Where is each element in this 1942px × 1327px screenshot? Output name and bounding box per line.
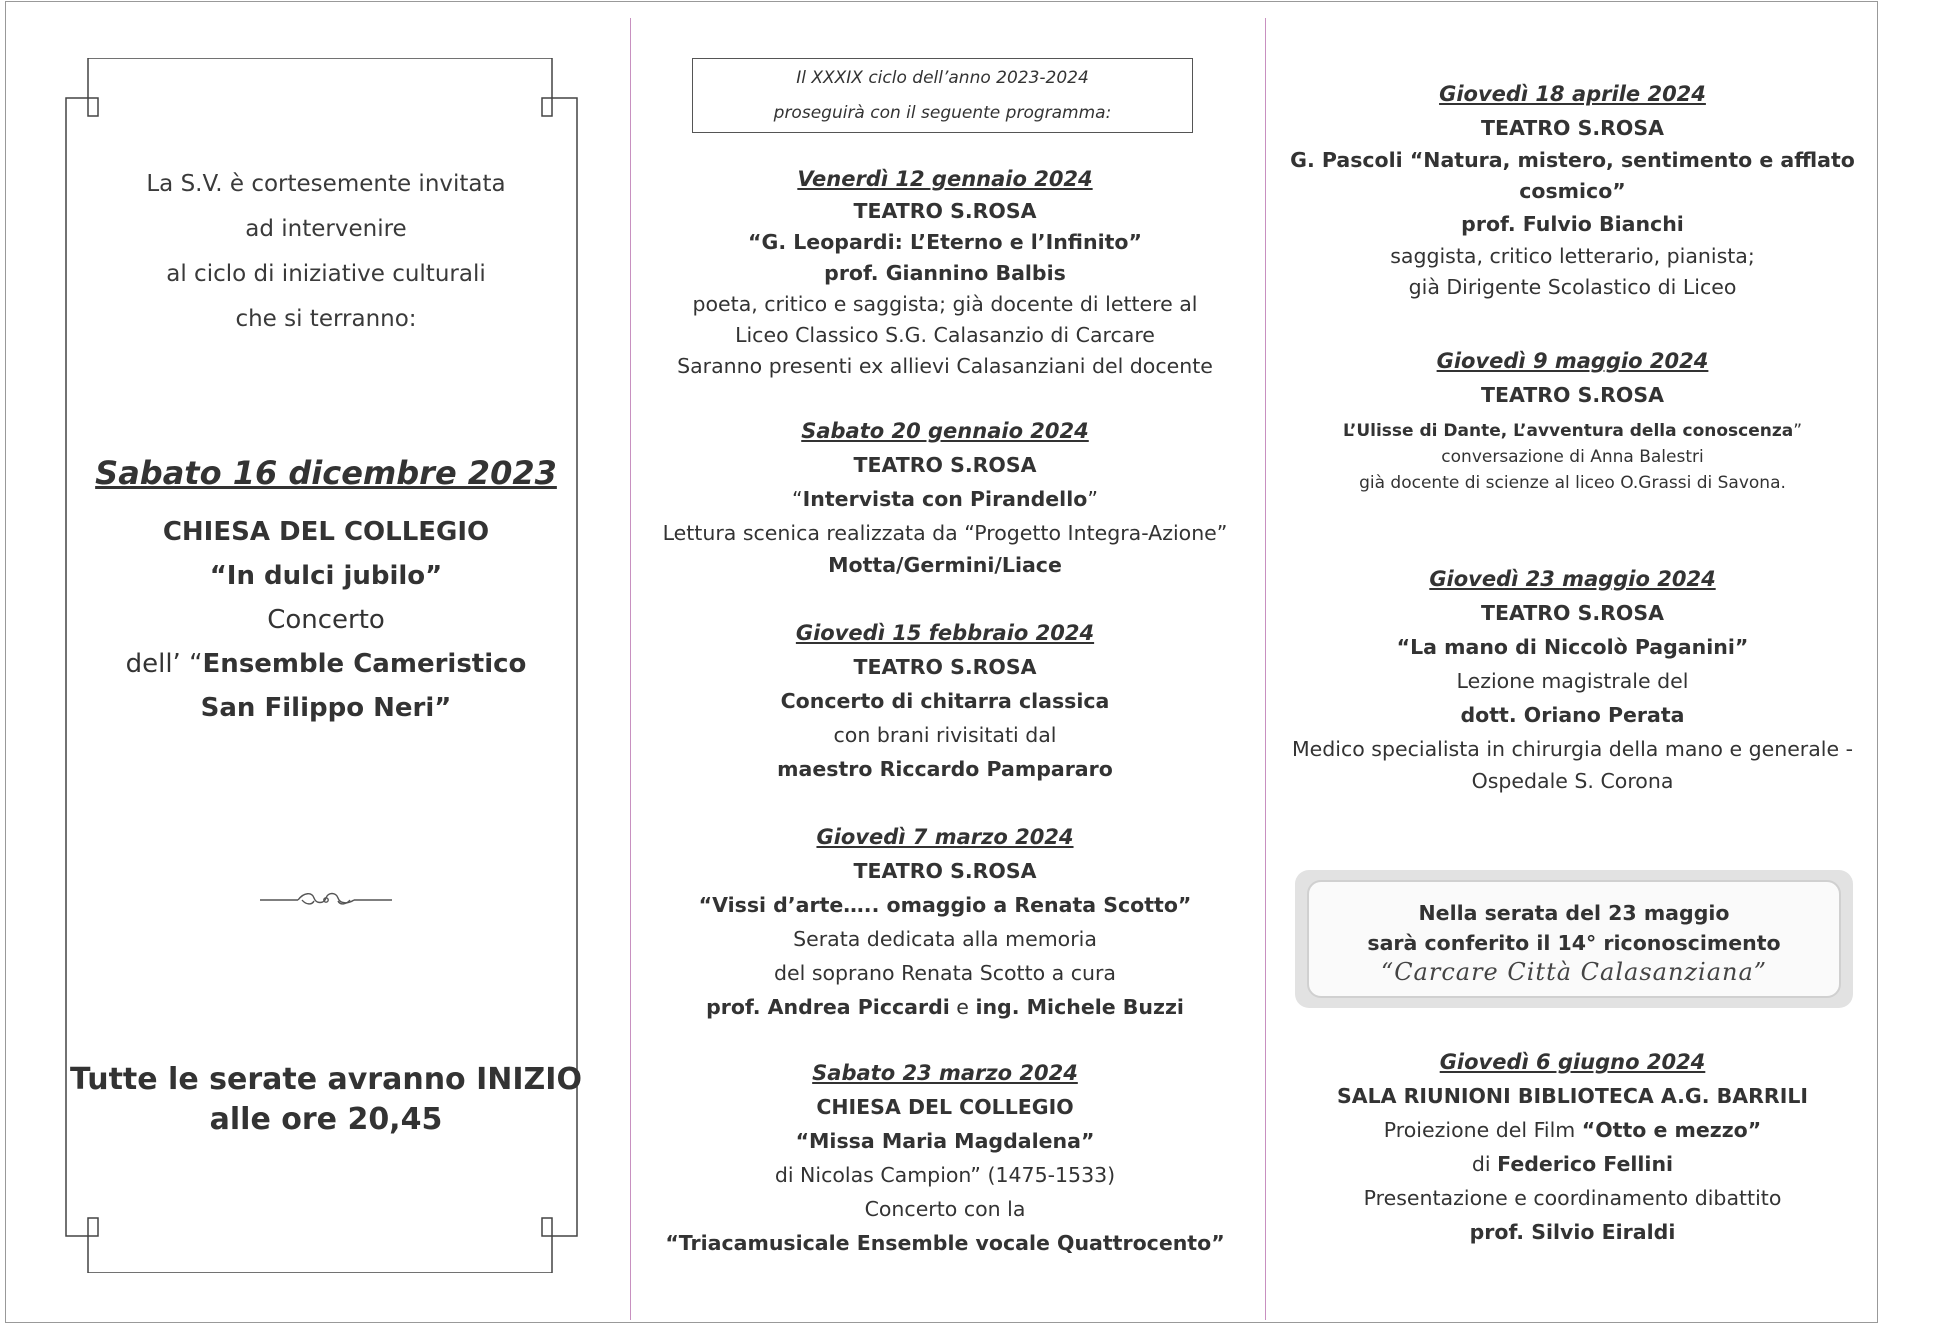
director-name: Federico Fellini [1497, 1152, 1674, 1176]
curator-conjunction: e [949, 995, 976, 1019]
quote-close: ” [1087, 487, 1098, 511]
opening-concert-ensemble [66, 642, 586, 686]
event-date: Giovedì 9 maggio 2024 [1436, 349, 1709, 373]
event-date: Giovedì 7 marzo 2024 [816, 825, 1074, 849]
event-9-maggio [1285, 344, 1860, 496]
event-date: Giovedì 15 febbraio 2024 [795, 621, 1095, 645]
curator-name: ing. Michele Buzzi [975, 995, 1184, 1019]
event-description: Presentazione e coordinamento dibattito [1363, 1186, 1782, 1210]
event-description: Liceo Classico S.G. Calasanzio di Carcare [735, 323, 1155, 347]
event-description: del soprano Renata Scotto a cura [773, 961, 1116, 985]
award-box-inner [1307, 880, 1841, 998]
event-description: Lettura scenica realizzata da “Progetto Integra-Azione” [662, 521, 1228, 545]
invitation-text [66, 162, 586, 342]
event-title: G. Pascoli “Natura, mistero, sentimento e afflato [1290, 148, 1855, 172]
event-title-text: Intervista con Pirandello [802, 487, 1088, 511]
fold-line-left [630, 18, 631, 1320]
event-film [1285, 1113, 1860, 1147]
event-23-marzo [640, 1056, 1250, 1260]
invitation-line: che si terranno: [235, 306, 417, 332]
event-description: già docente di scienze al liceo O.Grassi di Savona. [1359, 473, 1786, 493]
event-title-text: L’Ulisse di Dante, L’avventura della conoscenza [1342, 421, 1794, 441]
event-title: “Vissi d’arte….. omaggio a Renata Scotto” [698, 893, 1192, 917]
event-title: Concerto di chitarra classica [780, 689, 1110, 713]
event-description: già Dirigente Scolastico di Liceo [1408, 275, 1737, 299]
opening-concert-ensemble-2: San Filippo Neri” [200, 693, 452, 723]
award-line-1: Nella serata del 23 maggio [1418, 901, 1730, 925]
event-date: Venerdì 12 gennaio 2024 [797, 167, 1093, 191]
event-description: Ospedale S. Corona [1471, 769, 1674, 793]
start-time-line-1: Tutte le serate avranno INIZIO [70, 1062, 582, 1097]
event-venue: TEATRO S.ROSA [853, 199, 1037, 223]
event-description: Medico specialista in chirurgia della mano e generale - [1291, 737, 1854, 761]
event-date: Giovedì 18 aprile 2024 [1439, 82, 1706, 106]
event-title: “G. Leopardi: L’Eterno e l’Infinito” [748, 230, 1142, 254]
event-venue: TEATRO S.ROSA [1481, 601, 1664, 625]
notice-line-1: Il XXXIX ciclo dell’anno 2023-2024 [796, 68, 1089, 88]
opening-concert-title: “In dulci jubilo” [209, 561, 443, 591]
event-12-gennaio [640, 162, 1250, 382]
event-speaker: prof. Giannino Balbis [824, 261, 1066, 285]
start-time-line-2: alle ore 20,45 [209, 1102, 443, 1137]
opening-concert-date: Sabato 16 dicembre 2023 [95, 454, 557, 492]
event-18-aprile [1285, 77, 1860, 303]
award-name: “Carcare Città Calasanziana” [1380, 958, 1768, 986]
event-description: di Nicolas Campion” (1475-1533) [774, 1163, 1116, 1187]
event-date: Giovedì 6 giugno 2024 [1439, 1050, 1706, 1074]
event-director [1285, 1147, 1860, 1181]
event-venue: TEATRO S.ROSA [853, 859, 1037, 883]
quote-close: ” [1793, 421, 1803, 441]
notice-line-2: proseguirà con il seguente programma: [773, 103, 1112, 123]
event-20-gennaio [640, 414, 1250, 581]
event-performer: “Triacamusicale Ensemble vocale Quattrocento” [665, 1231, 1225, 1255]
event-performer: maestro Riccardo Pampararo [777, 757, 1113, 781]
event-venue: SALA RIUNIONI BIBLIOTECA A.G. BARRILI [1336, 1084, 1809, 1108]
opening-concert-type: Concerto [267, 605, 385, 635]
curator-name: prof. Andrea Piccardi [706, 995, 950, 1019]
event-description: conversazione di Anna Balestri [1441, 447, 1704, 467]
ensemble-prefix: dell’ “ [125, 649, 203, 679]
event-title: “Missa Maria Magdalena” [795, 1129, 1095, 1153]
opening-concert-venue: CHIESA DEL COLLEGIO [162, 517, 490, 547]
event-moderator: prof. Silvio Eiraldi [1469, 1220, 1676, 1244]
event-description: Serata dedicata alla memoria [793, 927, 1097, 951]
event-curators [640, 990, 1250, 1024]
fold-line-right [1265, 18, 1266, 1320]
event-performers: Motta/Germini/Liace [828, 553, 1062, 577]
event-venue: TEATRO S.ROSA [1481, 383, 1664, 407]
quote-open: “ [792, 487, 803, 511]
event-title [1285, 418, 1860, 444]
event-description: saggista, critico letterario, pianista; [1390, 244, 1755, 268]
event-speaker: dott. Oriano Perata [1460, 703, 1685, 727]
event-description: poeta, critico e saggista; già docente di lettere al [692, 292, 1198, 316]
ornament-divider-icon [258, 889, 394, 911]
invitation-line: La S.V. è cortesemente invitata [146, 171, 506, 197]
ensemble-name: Ensemble Cameristico [202, 649, 527, 679]
event-title: cosmico” [1519, 179, 1626, 203]
award-line-2: sarà conferito il 14° riconoscimento [1367, 931, 1781, 955]
event-venue: TEATRO S.ROSA [853, 655, 1037, 679]
award-box [1295, 870, 1853, 1008]
film-title: “Otto e mezzo” [1581, 1118, 1762, 1142]
event-title: “La mano di Niccolò Paganini” [1396, 635, 1749, 659]
director-prefix: di [1471, 1152, 1498, 1176]
program-notice-box [692, 58, 1193, 133]
event-description: Saranno presenti ex allievi Calasanziani del docente [677, 354, 1213, 378]
event-title [640, 482, 1250, 516]
event-description: Concerto con la [864, 1197, 1026, 1221]
event-6-giugno [1285, 1045, 1860, 1249]
event-description: Lezione magistrale del [1456, 669, 1689, 693]
event-description: con brani rivisitati dal [833, 723, 1057, 747]
event-venue: CHIESA DEL COLLEGIO [816, 1095, 1074, 1119]
event-speaker: prof. Fulvio Bianchi [1461, 212, 1684, 236]
event-venue: TEATRO S.ROSA [1481, 116, 1664, 140]
event-23-maggio [1285, 562, 1860, 797]
event-date: Sabato 23 marzo 2024 [812, 1061, 1078, 1085]
invitation-line: ad intervenire [245, 216, 407, 242]
event-date: Sabato 20 gennaio 2024 [801, 419, 1089, 443]
opening-concert [66, 448, 586, 730]
start-time-note [66, 1060, 586, 1140]
film-prefix: Proiezione del Film [1383, 1118, 1582, 1142]
invitation-line: al ciclo di iniziative culturali [166, 261, 486, 287]
event-date: Giovedì 23 maggio 2024 [1429, 567, 1716, 591]
event-15-febbraio [640, 616, 1250, 786]
event-venue: TEATRO S.ROSA [853, 453, 1037, 477]
event-7-marzo [640, 820, 1250, 1024]
